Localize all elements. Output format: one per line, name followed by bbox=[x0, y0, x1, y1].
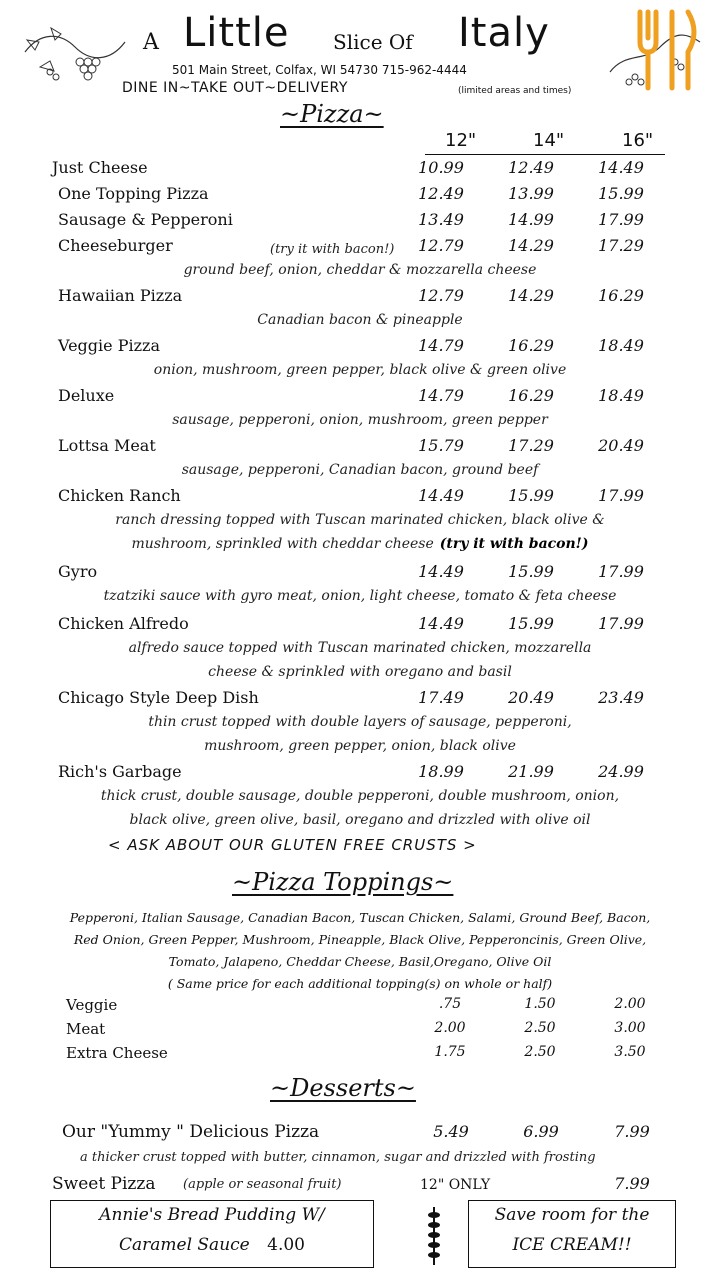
title-italy: Italy bbox=[458, 10, 550, 56]
pizza-price-12: 13.49 bbox=[418, 210, 464, 229]
pizza-price-12: 17.49 bbox=[418, 688, 464, 707]
pizza-price-16: 18.49 bbox=[598, 336, 644, 355]
pizza-price-14: 21.99 bbox=[508, 762, 554, 781]
pizza-item-name: Gyro bbox=[58, 562, 98, 581]
pizza-item-name: Rich's Garbage bbox=[58, 762, 182, 781]
pizza-price-12: 14.49 bbox=[418, 614, 464, 633]
pizza-item-description: thick crust, double sausage, double pepperoni, double mushroom, onion, bbox=[100, 788, 620, 804]
pizza-item-description-text: black olive, green olive, basil, oregano and drizzled with olive oil bbox=[129, 812, 591, 828]
pizza-item-description: Canadian bacon & pineapple bbox=[257, 312, 463, 328]
pizza-price-16: 17.99 bbox=[598, 486, 644, 505]
pizza-item-name: Chicago Style Deep Dish bbox=[58, 688, 259, 707]
topping-price-14: 1.50 bbox=[524, 996, 556, 1012]
pizza-price-14: 13.99 bbox=[508, 184, 554, 203]
pizza-price-12: 14.49 bbox=[418, 486, 464, 505]
pizza-price-16: 17.29 bbox=[598, 236, 644, 255]
pizza-item-name: Chicken Ranch bbox=[58, 486, 181, 505]
pizza-item-description-text: mushroom, sprinkled with cheddar cheese bbox=[131, 536, 434, 552]
dessert-sweet-note: (apple or seasonal fruit) bbox=[183, 1177, 342, 1192]
pizza-price-12: 12.79 bbox=[418, 236, 464, 255]
pizza-price-12: 15.79 bbox=[418, 436, 464, 455]
topping-price-16: 3.50 bbox=[614, 1044, 646, 1060]
pizza-price-12: 10.99 bbox=[418, 158, 464, 177]
pizza-price-16: 16.29 bbox=[598, 286, 644, 305]
pizza-price-14: 15.99 bbox=[508, 486, 554, 505]
toppings-price-note: ( Same price for each additional topping(s) on whole or half) bbox=[167, 976, 553, 991]
dessert-yummy-price-16: 7.99 bbox=[614, 1122, 650, 1141]
fork-knife-logo-icon bbox=[632, 6, 704, 94]
pizza-item-description-line2 bbox=[0, 738, 720, 754]
grape-vine-left-icon bbox=[20, 22, 130, 92]
pizza-price-16: 17.99 bbox=[598, 562, 644, 581]
pizza-item-name: One Topping Pizza bbox=[58, 184, 209, 203]
topping-price-16: 2.00 bbox=[614, 996, 646, 1012]
pizza-price-16: 23.49 bbox=[598, 688, 644, 707]
pizza-item-description: alfredo sauce topped with Tuscan marinated chicken, mozzarella bbox=[128, 640, 592, 656]
bread-pudding-box bbox=[50, 1200, 374, 1268]
dessert-yummy-name: Our "Yummy " Delicious Pizza bbox=[62, 1122, 320, 1142]
dessert-yummy-price-14: 6.99 bbox=[523, 1122, 559, 1141]
pizza-item-name: Veggie Pizza bbox=[58, 336, 160, 355]
pizza-item-description: sausage, pepperoni, Canadian bacon, ground beef bbox=[181, 462, 539, 478]
pizza-price-14: 14.29 bbox=[508, 236, 554, 255]
topping-price-12: 1.75 bbox=[434, 1044, 466, 1060]
toppings-list-line: Pepperoni, Italian Sausage, Canadian Bacon, Tuscan Chicken, Salami, Ground Beef, Bacon, bbox=[69, 910, 651, 925]
ice-cream-line1: Save room for the bbox=[494, 1205, 650, 1225]
pizza-price-12: 12.49 bbox=[418, 184, 464, 203]
size-header-14: 14" bbox=[533, 130, 565, 151]
dessert-sweet-name: Sweet Pizza bbox=[52, 1174, 156, 1194]
bread-pudding-line1: Annie's Bread Pudding W/ bbox=[99, 1205, 325, 1225]
service-options-note: (limited areas and times) bbox=[458, 86, 572, 96]
pizza-item-description-line2 bbox=[0, 664, 720, 680]
pizza-item-description: tzatziki sauce with gyro meat, onion, light cheese, tomato & feta cheese bbox=[103, 588, 617, 604]
dessert-sweet-size: 12" ONLY bbox=[420, 1177, 491, 1193]
pizza-item-description: ranch dressing topped with Tuscan marinated chicken, black olive & bbox=[115, 512, 605, 528]
title-slice-of: Slice Of bbox=[333, 30, 413, 54]
size-header-rule bbox=[425, 154, 665, 155]
pizza-price-14: 16.29 bbox=[508, 386, 554, 405]
pizza-price-14: 15.99 bbox=[508, 614, 554, 633]
decorative-divider-icon bbox=[422, 1205, 446, 1267]
pizza-price-14: 14.29 bbox=[508, 286, 554, 305]
dessert-yummy-price-12: 5.49 bbox=[433, 1122, 469, 1141]
pizza-item-description: ground beef, onion, cheddar & mozzarella cheese bbox=[183, 262, 537, 278]
pizza-item-name: Sausage & Pepperoni bbox=[58, 210, 233, 229]
gluten-free-notice: < ASK ABOUT OUR GLUTEN FREE CRUSTS > bbox=[108, 836, 477, 854]
pizza-price-16: 14.49 bbox=[598, 158, 644, 177]
pizza-item-name-note-wrap bbox=[262, 238, 394, 257]
pizza-price-16: 18.49 bbox=[598, 386, 644, 405]
desserts-heading: ~Desserts~ bbox=[270, 1074, 416, 1102]
toppings-heading: ~Pizza Toppings~ bbox=[232, 868, 454, 896]
pizza-price-12: 18.99 bbox=[418, 762, 464, 781]
topping-price-12: 2.00 bbox=[434, 1020, 466, 1036]
pizza-item-description: onion, mushroom, green pepper, black olive & green olive bbox=[153, 362, 567, 378]
toppings-list-line: Tomato, Jalapeno, Cheddar Cheese, Basil,Oregano, Olive Oil bbox=[168, 954, 552, 969]
ice-cream-box bbox=[468, 1200, 676, 1268]
pizza-price-14: 14.99 bbox=[508, 210, 554, 229]
pizza-item-description-text: mushroom, green pepper, onion, black olive bbox=[204, 738, 516, 754]
topping-type-name: Meat bbox=[66, 1020, 106, 1038]
pizza-price-12: 14.79 bbox=[418, 336, 464, 355]
pizza-price-12: 14.79 bbox=[418, 386, 464, 405]
ice-cream-line2: ICE CREAM!! bbox=[512, 1235, 632, 1255]
pizza-item-description: sausage, pepperoni, onion, mushroom, green pepper bbox=[172, 412, 548, 428]
pizza-item-name: Hawaiian Pizza bbox=[58, 286, 183, 305]
pizza-item-description-line2 bbox=[0, 812, 720, 828]
title-a: A bbox=[143, 30, 159, 55]
pizza-price-14: 15.99 bbox=[508, 562, 554, 581]
pizza-price-14: 12.49 bbox=[508, 158, 554, 177]
dessert-yummy-description: a thicker crust topped with butter, cinnamon, sugar and drizzled with frosting bbox=[80, 1150, 596, 1165]
bread-pudding-line2 bbox=[51, 1235, 373, 1255]
pizza-price-12: 12.79 bbox=[418, 286, 464, 305]
pizza-item-description-highlight: (try it with bacon!) bbox=[439, 536, 589, 552]
pizza-price-14: 16.29 bbox=[508, 336, 554, 355]
service-options: DINE IN~TAKE OUT~DELIVERY bbox=[122, 80, 348, 96]
pizza-item-description: thin crust topped with double layers of sausage, pepperoni, bbox=[148, 714, 572, 730]
pizza-item-name: Deluxe bbox=[58, 386, 115, 405]
topping-type-name: Extra Cheese bbox=[66, 1044, 168, 1062]
size-header-16: 16" bbox=[622, 130, 654, 151]
pizza-item-name: Lottsa Meat bbox=[58, 436, 156, 455]
pizza-price-16: 20.49 bbox=[598, 436, 644, 455]
topping-price-12: .75 bbox=[438, 996, 462, 1012]
size-header-12: 12" bbox=[445, 130, 477, 151]
pizza-heading: ~Pizza~ bbox=[280, 100, 384, 128]
pizza-price-16: 17.99 bbox=[598, 614, 644, 633]
topping-type-name: Veggie bbox=[66, 996, 118, 1014]
pizza-item-name: Chicken Alfredo bbox=[58, 614, 189, 633]
bread-pudding-price: 4.00 bbox=[267, 1235, 305, 1255]
pizza-item-name: Cheeseburger bbox=[58, 236, 173, 255]
topping-price-16: 3.00 bbox=[614, 1020, 646, 1036]
pizza-item-description-line2 bbox=[0, 536, 720, 552]
pizza-item-description-text: cheese & sprinkled with oregano and basil bbox=[208, 664, 512, 680]
title-little: Little bbox=[183, 10, 290, 56]
dessert-sweet-price: 7.99 bbox=[614, 1174, 650, 1193]
address: 501 Main Street, Colfax, WI 54730 715-962-4444 bbox=[172, 63, 467, 77]
pizza-price-16: 15.99 bbox=[598, 184, 644, 203]
pizza-item-name: Just Cheese bbox=[52, 158, 148, 177]
toppings-list-line: Red Onion, Green Pepper, Mushroom, Pineapple, Black Olive, Pepperoncinis, Green Olive, bbox=[73, 932, 647, 947]
topping-price-14: 2.50 bbox=[524, 1044, 556, 1060]
pizza-price-14: 17.29 bbox=[508, 436, 554, 455]
pizza-price-16: 17.99 bbox=[598, 210, 644, 229]
pizza-price-14: 20.49 bbox=[508, 688, 554, 707]
pizza-price-12: 14.49 bbox=[418, 562, 464, 581]
pizza-price-16: 24.99 bbox=[598, 762, 644, 781]
pizza-item-name-note: (try it with bacon!) bbox=[270, 242, 395, 257]
bread-pudding-label: Caramel Sauce bbox=[118, 1235, 250, 1255]
topping-price-14: 2.50 bbox=[524, 1020, 556, 1036]
